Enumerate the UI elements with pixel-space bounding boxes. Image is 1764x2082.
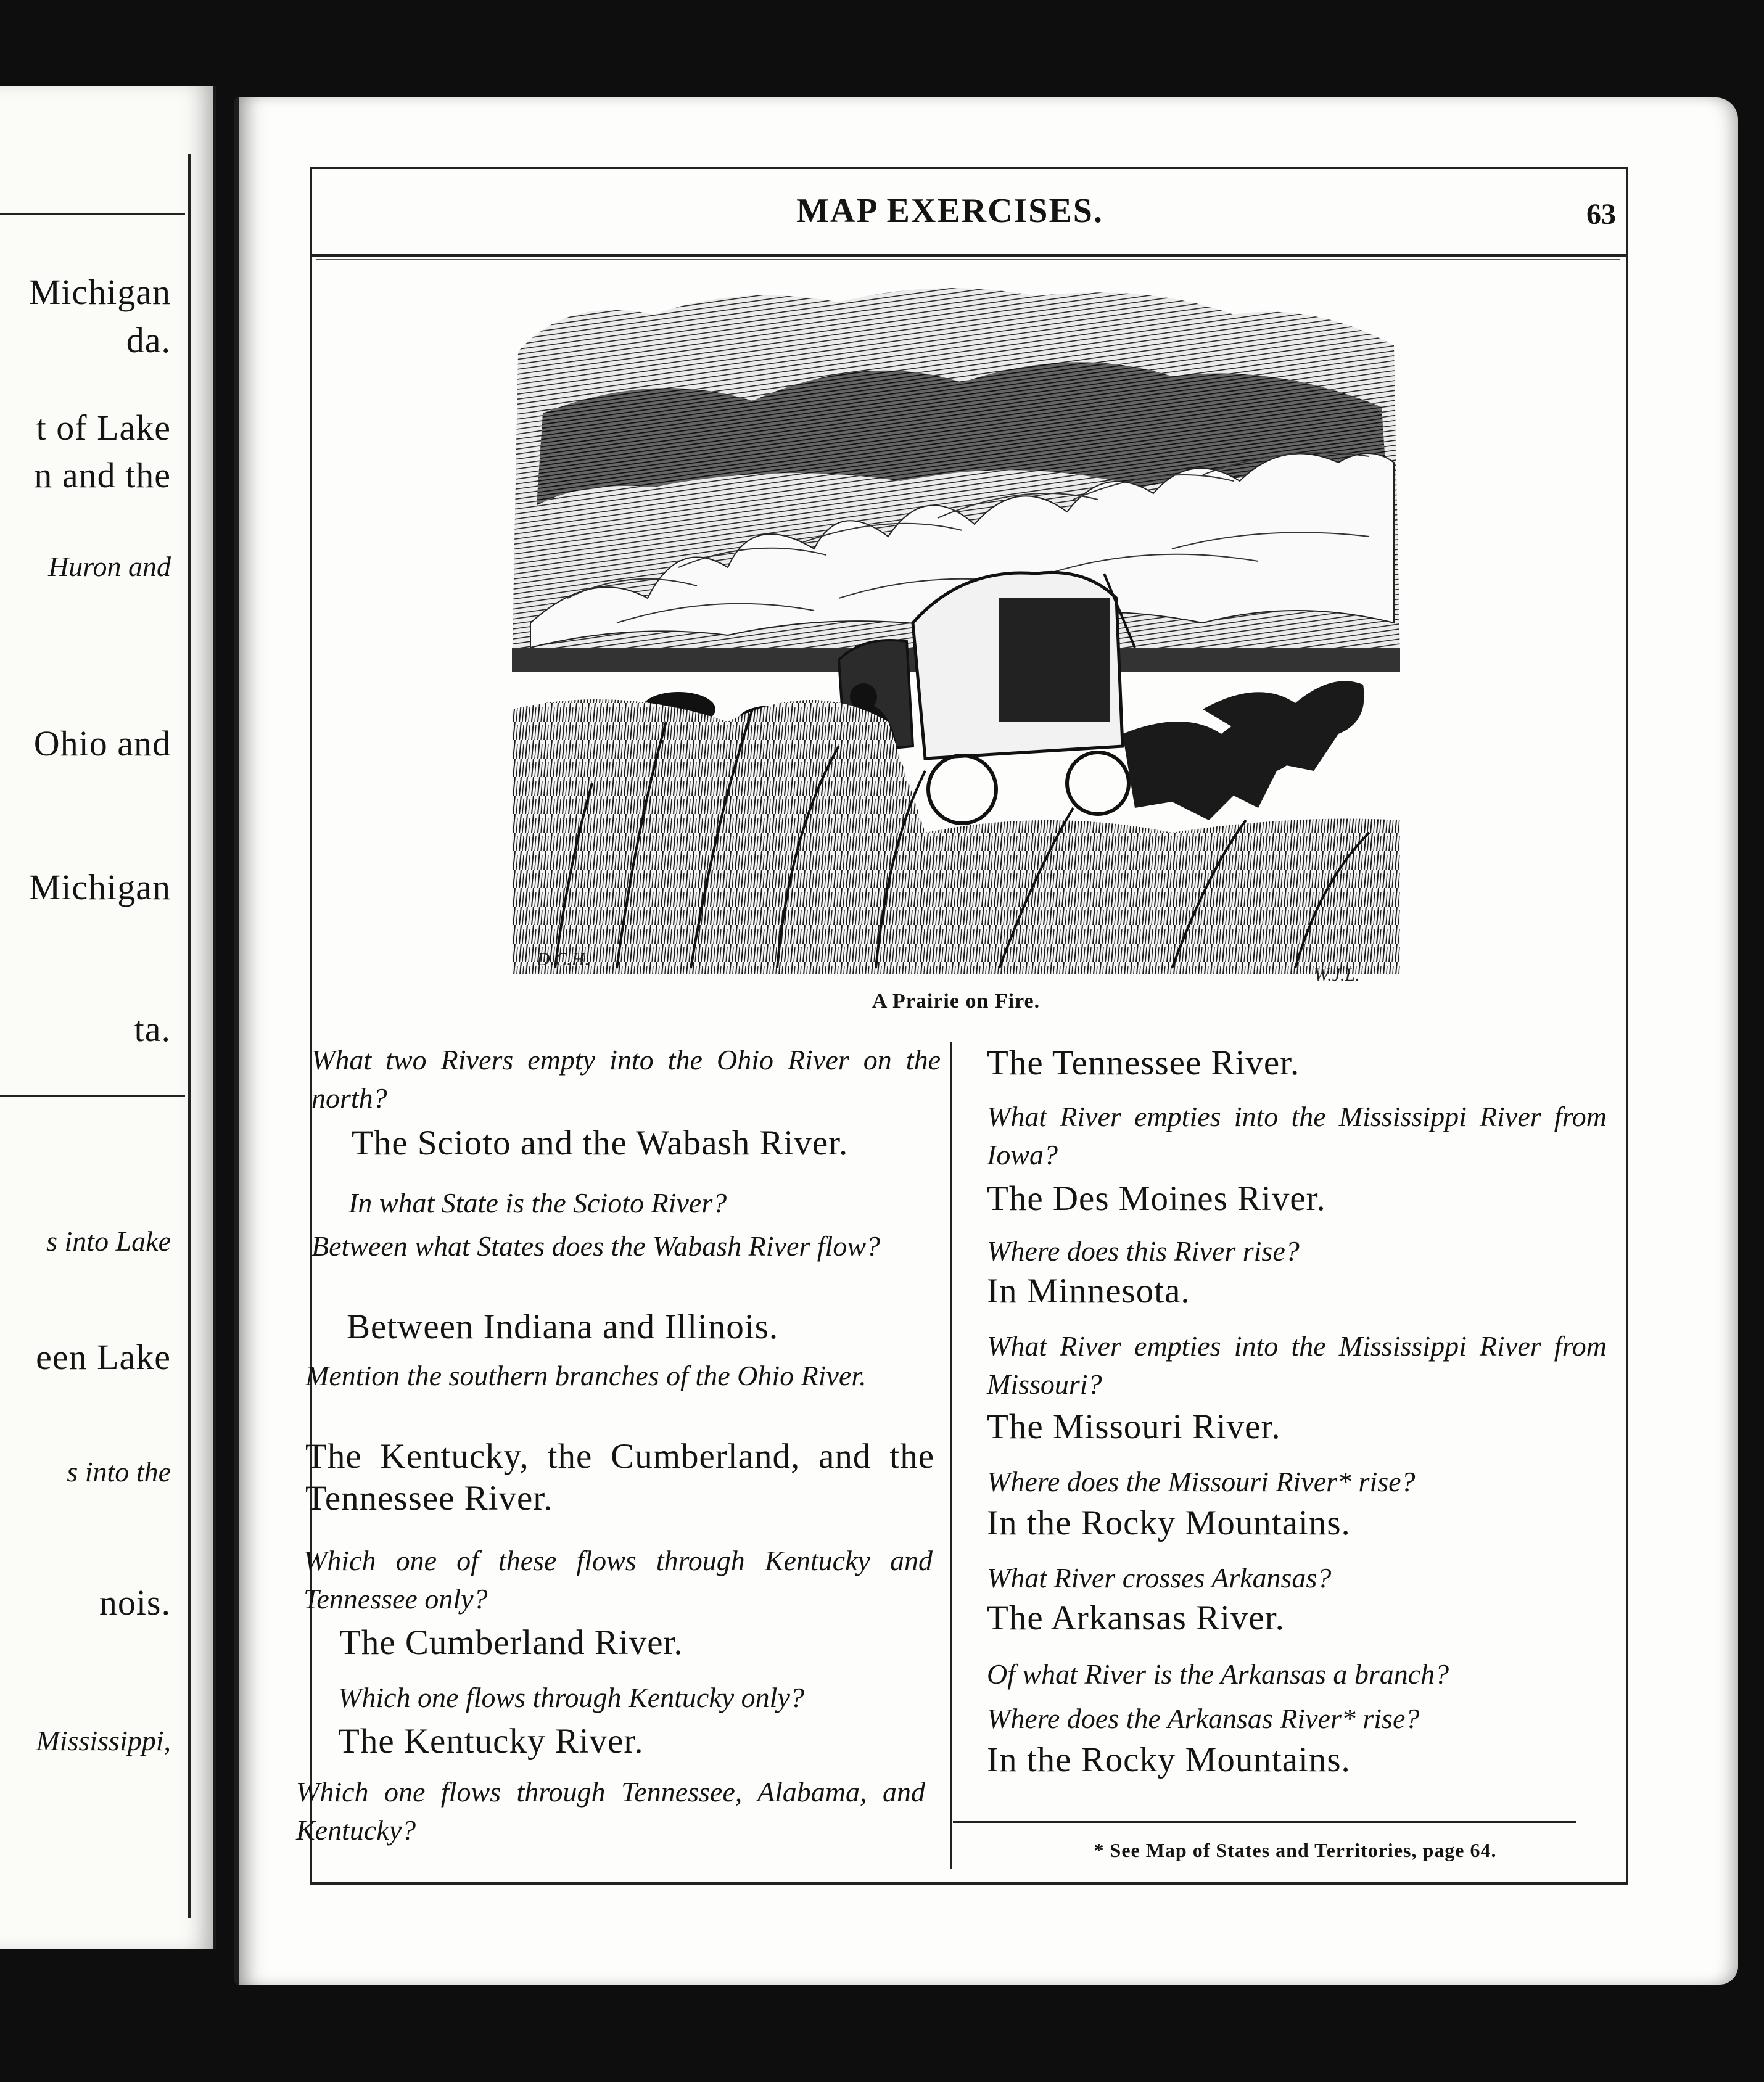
question: Which one flows through Tennessee, Alabama, and Kentucky? [296, 1776, 925, 1846]
answer: The Tennessee River. [987, 1043, 1300, 1082]
left-text-fragment: Michigan [28, 867, 171, 907]
page-number: 63 [1586, 198, 1616, 231]
left-text-fragment: Ohio and [33, 723, 171, 763]
left-text-fragment: Huron and [48, 551, 171, 582]
section-rule [0, 1095, 185, 1097]
answer: The Des Moines River. [987, 1179, 1326, 1218]
question: Mention the southern branches of the Ohio River. [305, 1360, 867, 1391]
question: What River crosses Arkansas? [987, 1562, 1332, 1594]
left-text-fragment: ta. [134, 1009, 171, 1049]
left-text-fragment: da. [126, 320, 171, 360]
left-text-fragment: t of Lake [36, 408, 171, 448]
answer: The Cumberland River. [339, 1623, 683, 1662]
left-text-fragment: nois. [99, 1582, 171, 1623]
illustration-caption: A Prairie on Fire. [872, 990, 1041, 1013]
answer: In Minnesota. [987, 1272, 1190, 1311]
answer: The Kentucky, the Cumberland, and the Tennessee River. [305, 1437, 934, 1518]
header-rule [310, 254, 1626, 257]
question: Which one flows through Kentucky only? [338, 1682, 804, 1713]
question: What River empties into the Mississippi River from Iowa? [987, 1101, 1607, 1171]
horses [1123, 681, 1364, 820]
answer: In the Rocky Mountains. [987, 1740, 1351, 1779]
left-text-fragment: s into Lake [46, 1225, 171, 1257]
previous-page-fragment [0, 86, 216, 1949]
prairie-fire-illustration [493, 278, 1419, 993]
question: Where does this River rise? [987, 1235, 1300, 1267]
footnote: * See Map of States and Territories, page 64. [1094, 1839, 1497, 1861]
question: Where does the Arkansas River* rise? [987, 1703, 1420, 1734]
left-text-fragment: s into the [67, 1456, 171, 1487]
answer: In the Rocky Mountains. [987, 1504, 1351, 1542]
question: In what State is the Scioto River? [348, 1187, 727, 1219]
question: What two Rivers empty into the Ohio River on the north? [311, 1044, 941, 1114]
answer: The Arkansas River. [987, 1599, 1285, 1637]
answer: Between Indiana and Illinois. [347, 1307, 779, 1346]
engraver-signature-right: W.J.L. [1314, 965, 1360, 985]
question: Of what River is the Arkansas a branch? [987, 1658, 1449, 1690]
left-text-fragment: n and the [34, 455, 171, 495]
page-title: MAP EXERCISES. [796, 192, 1103, 230]
left-text-fragment: Michigan [28, 272, 171, 312]
answer: The Kentucky River. [338, 1722, 644, 1761]
answer: The Scioto and the Wabash River. [352, 1124, 849, 1162]
engraver-signature-left: D.C.H. [537, 949, 590, 969]
left-text-fragment: een Lake [36, 1337, 171, 1377]
question: Which one of these flows through Kentucky and Tennessee only? [303, 1545, 933, 1615]
question: Between what States does the Wabash River flow? [311, 1230, 881, 1262]
answer: The Missouri River. [987, 1407, 1281, 1446]
page-border-line [188, 154, 191, 1918]
footnote-rule [953, 1821, 1576, 1823]
question: What River empties into the Mississippi River from Missouri? [987, 1330, 1607, 1400]
header-rule [0, 213, 185, 215]
header-rule-inner [316, 259, 1620, 260]
question: Where does the Missouri River* rise? [987, 1466, 1416, 1497]
left-text-fragment: Mississippi, [36, 1725, 171, 1756]
column-divider [950, 1042, 952, 1869]
